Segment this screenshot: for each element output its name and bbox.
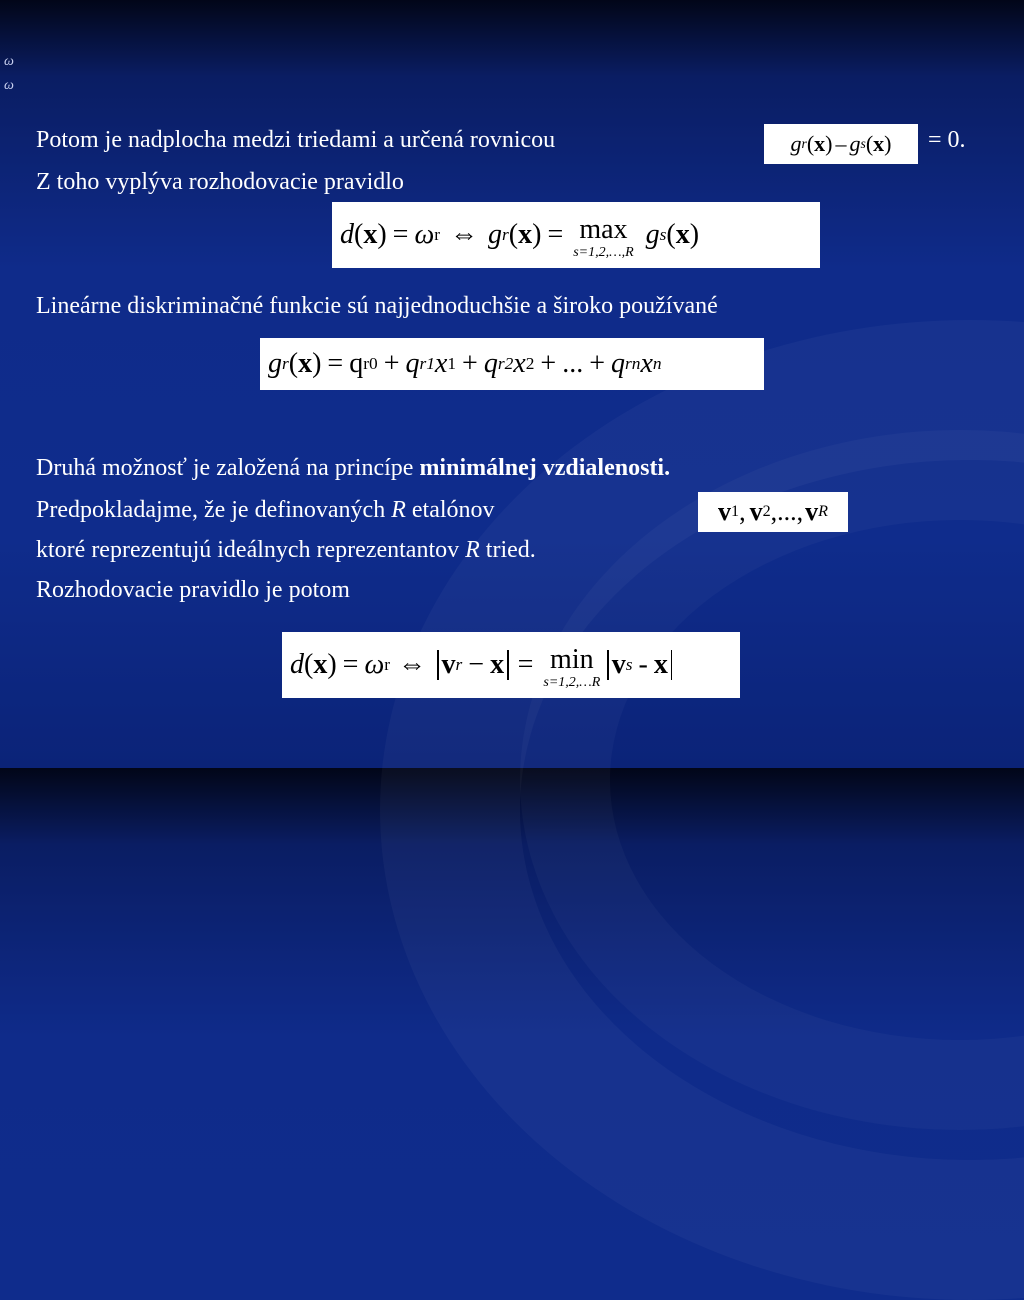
equation-decision-rule-min: d ( x ) = ω r ⇔ v r − x = min s=1,2,…R v s - x: [282, 632, 740, 698]
text-line-4: Druhá možnosť je založená na princípe minimálnej vzdialenosti.: [36, 455, 671, 481]
corner-omega-2: ω: [4, 78, 14, 93]
equation-decision-rule-max: d ( x ) = ω r ⇔ g r ( x ) = max s=1,2,…,R g s ( x ): [332, 202, 820, 268]
corner-omega-1: ω: [4, 54, 14, 69]
text-line-5: Predpokladajme, že je definovaných R etalónov: [36, 497, 495, 523]
text-line-7: Rozhodovacie pravidlo je potom: [36, 577, 350, 603]
text-line-6: ktoré reprezentujú ideálnych reprezentantov R tried.: [36, 537, 536, 563]
text-line-3: Lineárne diskriminačné funkcie sú najjednoduchšie a široko používané: [36, 293, 718, 319]
equation-linear-discriminant: g r ( x ) = q r0 + q r1 x 1 + q r2 x 2 + ... + q rn x n: [260, 338, 764, 390]
equation-boundary-tail: = 0.: [928, 127, 966, 153]
text-line-1: Potom je nadplocha medzi triedami a určená rovnicou: [36, 127, 556, 153]
equation-boundary: g r ( x ) – g s ( x ): [764, 124, 918, 164]
text-line-2: Z toho vyplýva rozhodovacie pravidlo: [36, 169, 404, 195]
equation-etalons: v 1 , v 2 ,..., v R: [698, 492, 848, 532]
